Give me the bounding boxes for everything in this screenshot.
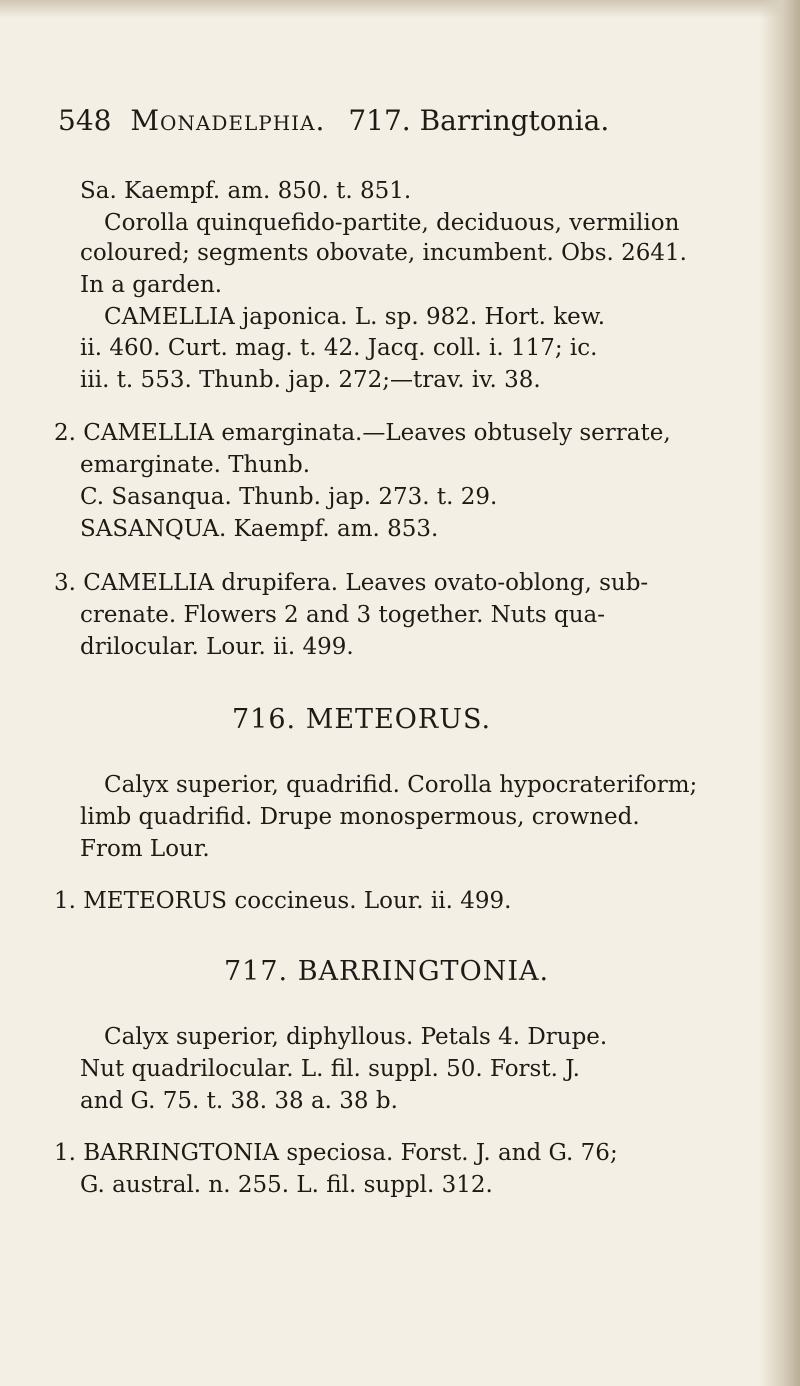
text-line: Corolla quinquefido-partite, deciduous, vermilion: [104, 210, 680, 236]
page-top-shadow: [0, 0, 800, 18]
text-line: ii. 460. Curt. mag. t. 42. Jacq. coll. i. 117; ic.: [80, 335, 598, 361]
text-line: C. Sasanqua. Thunb. jap. 273. t. 29.: [80, 484, 498, 510]
text-line: From Lour.: [80, 836, 210, 862]
text-line: Calyx superior, quadrifid. Corolla hypocrateriform;: [104, 772, 698, 798]
running-head: [58, 104, 609, 137]
text-line: SASANQUA. Kaempf. am. 853.: [80, 516, 439, 542]
species-entry: 3. CAMELLIA drupifera. Leaves ovato-oblong, sub-: [54, 570, 649, 596]
text-line: Calyx superior, diphyllous. Petals 4. Drupe.: [104, 1024, 608, 1050]
species-entry: 1. METEORUS coccineus. Lour. ii. 499.: [54, 888, 512, 914]
text-line: In a garden.: [80, 272, 223, 298]
page-number: 548: [58, 104, 112, 137]
text-line: Sa. Kaempf. am. 850. t. 851.: [80, 178, 412, 204]
species-entry: 1. BARRINGTONIA speciosa. Forst. J. and G. 76;: [54, 1140, 618, 1166]
text-line: limb quadrifid. Drupe monospermous, crowned.: [80, 804, 640, 830]
text-line: coloured; segments obovate, incumbent. Obs. 2641.: [80, 240, 687, 266]
text-line: and G. 75. t. 38. 38 a. 38 b.: [80, 1088, 398, 1114]
text-line: emarginate. Thunb.: [80, 452, 311, 478]
class-name: Monadelphia.: [130, 104, 326, 137]
section-title: 717. Barringtonia.: [348, 104, 610, 137]
genus-heading: 717. BARRINGTONIA.: [224, 956, 550, 987]
species-entry: 2. CAMELLIA emarginata.—Leaves obtusely serrate,: [54, 420, 671, 446]
text-line: G. austral. n. 255. L. fil. suppl. 312.: [80, 1172, 493, 1198]
text-line: Nut quadrilocular. L. fil. suppl. 50. Forst. J.: [80, 1056, 580, 1082]
text-line: drilocular. Lour. ii. 499.: [80, 634, 354, 660]
text-line: crenate. Flowers 2 and 3 together. Nuts qua-: [80, 602, 606, 628]
text-line: iii. t. 553. Thunb. jap. 272;—trav. iv. 38.: [80, 367, 541, 393]
page-edge-shadow: [760, 0, 800, 1386]
genus-heading: 716. METEORUS.: [232, 704, 492, 735]
text-line: CAMELLIA japonica. L. sp. 982. Hort. kew.: [104, 304, 606, 330]
